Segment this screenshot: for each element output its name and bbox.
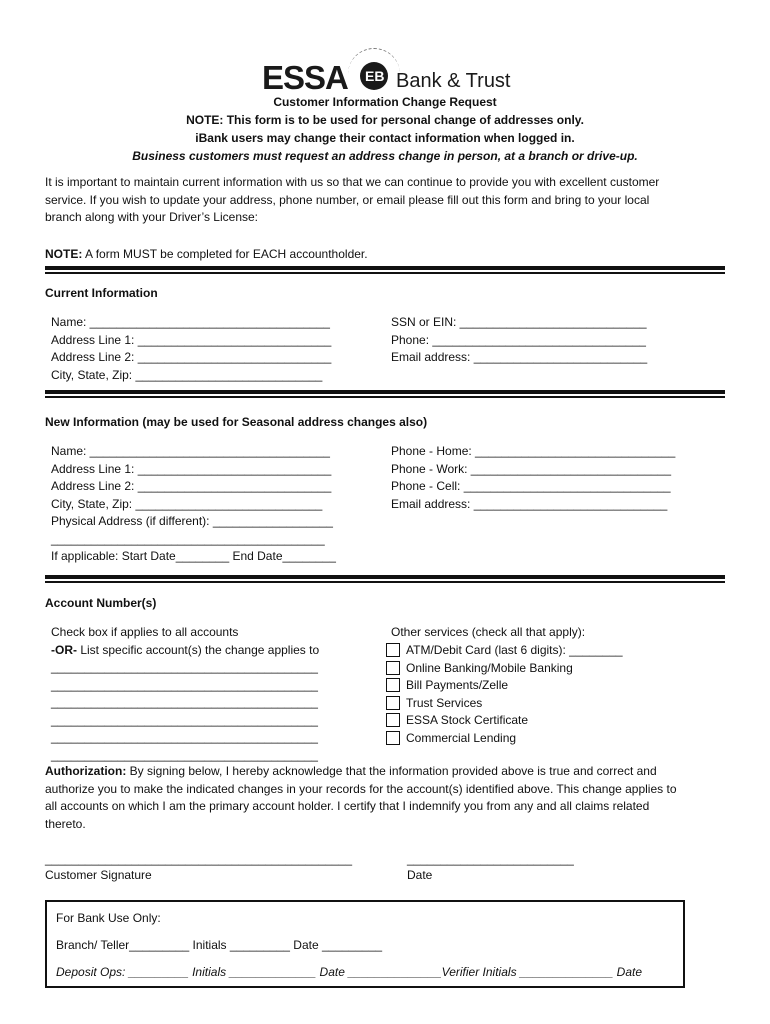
section-divider <box>45 266 725 274</box>
form-note-3: Business customers must request an address change in person, at a branch or drive-up. <box>132 149 638 163</box>
logo-mark-icon: EB <box>360 62 388 90</box>
intro-paragraph: It is important to maintain current information with us so that we can continue to provide you with excellent customer service. If you wish to update your address, phone number, or email please fill out this form and bring to your local branch along with your Driver’s License: <box>45 175 660 224</box>
phone-cell-field[interactable]: Phone - Cell: _______________________________ <box>391 479 671 493</box>
check-all-accounts-label: Check box if applies to all accounts <box>51 625 239 639</box>
signature-label: Customer Signature <box>45 868 152 882</box>
new-address2-field[interactable]: Address Line 2: _____________________________ <box>51 479 332 493</box>
new-info-right <box>391 443 675 513</box>
account-number-line[interactable]: ________________________________________ <box>51 677 318 692</box>
current-info-left <box>51 314 331 384</box>
seasonal-dates-field[interactable]: If applicable: Start Date________ End Date________ <box>51 549 336 563</box>
section-divider <box>45 575 725 583</box>
account-number-line[interactable]: ________________________________________ <box>51 660 318 674</box>
current-info-right <box>391 314 647 367</box>
service-trust: Trust Services <box>386 694 623 712</box>
section-divider <box>45 390 725 398</box>
signature-date-line[interactable]: _________________________ <box>407 852 574 866</box>
account-number-line[interactable]: ________________________________________ <box>51 712 318 727</box>
deposit-ops-row[interactable]: Deposit Ops: _________ Initials _____________ Date ______________Verifier Initials ______________ Date <box>56 965 643 979</box>
current-info-heading: Current Information <box>45 286 158 300</box>
account-list-column <box>51 624 319 764</box>
account-number-line[interactable]: ________________________________________ <box>51 730 318 744</box>
new-info-heading: New Information (may be used for Seasonal address changes also) <box>45 415 428 429</box>
checkbox[interactable] <box>386 661 400 675</box>
service-bill-payments: Bill Payments/Zelle <box>386 677 623 695</box>
account-number-line[interactable]: ________________________________________ <box>51 695 318 709</box>
current-phone-field[interactable]: Phone: ________________________________ <box>391 332 646 347</box>
signature-date-label: Date <box>407 868 433 882</box>
service-commercial-lending: Commercial Lending <box>386 729 623 747</box>
logo-essa-wordmark: ESSA <box>262 59 348 96</box>
signature-line[interactable]: ______________________________________________ <box>45 852 352 866</box>
checkbox[interactable] <box>386 696 400 710</box>
checkbox[interactable] <box>386 678 400 692</box>
service-stock-certificate: ESSA Stock Certificate <box>386 712 623 730</box>
new-info-left <box>51 443 336 566</box>
physical-address-line-2[interactable]: _________________________________________ <box>51 531 325 546</box>
account-numbers-heading: Account Number(s) <box>45 596 157 610</box>
phone-home-field[interactable]: Phone - Home: ______________________________ <box>391 444 676 458</box>
accountholder-note: NOTE: A form MUST be completed for EACH accountholder. <box>45 247 368 261</box>
branch-teller-row[interactable]: Branch/ Teller_________ Initials _________ Date _________ <box>56 938 383 952</box>
new-address1-field[interactable]: Address Line 1: _____________________________ <box>51 461 332 476</box>
bank-use-box <box>45 900 685 988</box>
bank-logo <box>0 40 770 96</box>
physical-address-field[interactable]: Physical Address (if different): __________________ <box>51 514 333 528</box>
list-accounts-label: -OR- List specific account(s) the change applies to <box>51 642 320 657</box>
bank-use-title: For Bank Use Only: <box>56 911 161 925</box>
current-address1-field[interactable]: Address Line 1: _____________________________ <box>51 332 332 347</box>
new-email-field[interactable]: Email address: _____________________________ <box>391 496 668 511</box>
current-city-state-zip-field[interactable]: City, State, Zip: ____________________________ <box>51 367 323 382</box>
authorization-paragraph: Authorization: By signing below, I hereby acknowledge that the information provided above is true and correct and authorize you to make the indicated changes in your records for the account(s) identified above. This change applies to all accounts on which I am the primary account holder. I certify that I indemnify you from any and all claims related thereto. <box>45 764 677 831</box>
current-address2-field[interactable]: Address Line 2: _____________________________ <box>51 350 332 364</box>
new-city-state-zip-field[interactable]: City, State, Zip: ____________________________ <box>51 496 323 511</box>
service-atm-debit: ATM/Debit Card (last 6 digits): ________ <box>386 642 623 660</box>
current-name-field[interactable]: Name: ____________________________________ <box>51 315 330 329</box>
checkbox[interactable] <box>386 643 400 657</box>
new-name-field[interactable]: Name: ____________________________________ <box>51 444 330 458</box>
other-services-column <box>391 624 623 747</box>
form-note-1: NOTE: This form is to be used for personal change of addresses only. <box>186 113 584 127</box>
current-email-field[interactable]: Email address: __________________________ <box>391 350 648 364</box>
other-services-label: Other services (check all that apply): <box>391 625 586 639</box>
account-number-line[interactable]: ________________________________________ <box>51 747 318 762</box>
checkbox[interactable] <box>386 731 400 745</box>
form-title: Customer Information Change Request <box>273 95 497 109</box>
form-note-2: iBank users may change their contact information when logged in. <box>195 131 575 145</box>
checkbox[interactable] <box>386 713 400 727</box>
current-ssn-field[interactable]: SSN or EIN: ____________________________ <box>391 315 647 329</box>
logo-bank-trust-text: Bank & Trust <box>396 70 511 92</box>
phone-work-field[interactable]: Phone - Work: ______________________________ <box>391 461 672 476</box>
service-online-banking: Online Banking/Mobile Banking <box>386 659 623 677</box>
